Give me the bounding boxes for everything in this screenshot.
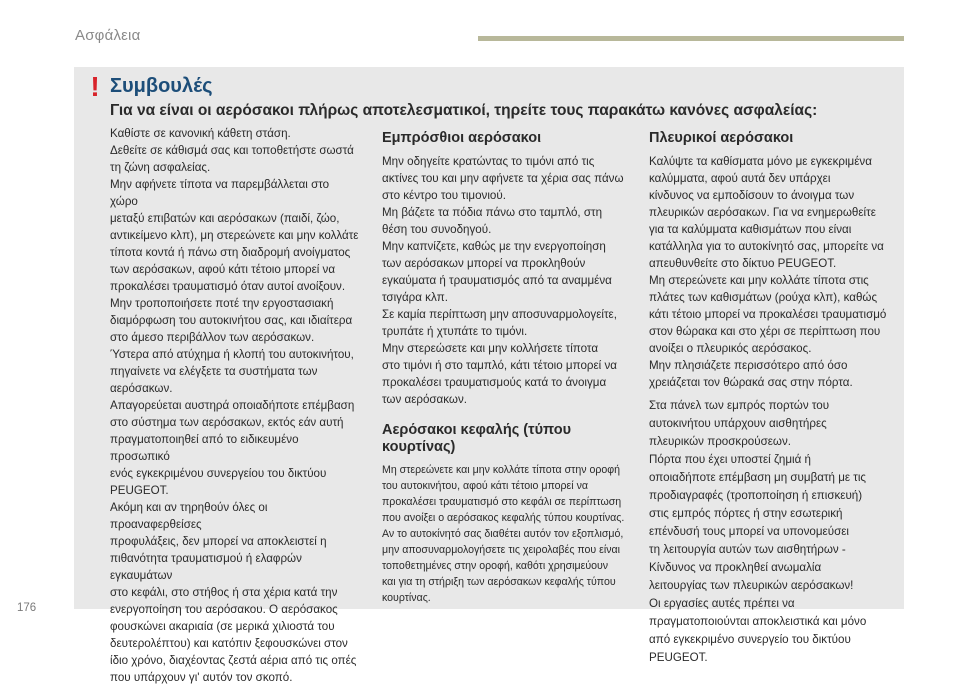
text-line: φουσκώνει ακαριαία (σε μερικά χιλιοστά του: [110, 620, 335, 633]
curtain-airbags-text: [382, 462, 632, 606]
text-line: τσιγάρα κλπ.: [382, 291, 448, 304]
text-line: ακτίνες του και μην αφήνετε τα χέρια σας πάνω: [382, 172, 624, 185]
text-line: τη ζώνη ασφαλείας.: [110, 161, 211, 174]
text-line: αυτοκινήτου υπάρχουν αισθητήρες: [649, 417, 827, 430]
text-line: αντικείμενο κλπ), μη στερεώνετε και μην κολλάτε: [110, 229, 359, 242]
text-line: πλευρικών προσκρούσεων.: [649, 435, 791, 448]
text-line: Ύστερα από ατύχημα ή κλοπή του αυτοκινήτου,: [110, 348, 354, 361]
front-airbags-column: [382, 130, 632, 606]
text-line: κατάλληλα για το αυτοκίνητό σας, μπορείτε να: [649, 240, 884, 253]
text-line: που υπάρχουν γι' αυτόν τον σκοπό.: [110, 671, 293, 684]
text-line: λειτουργίας των πλευρικών αερόσακων!: [649, 579, 854, 592]
text-line: κουρτίνας.: [382, 592, 431, 604]
text-line: στο κεφάλι, στο στήθος ή στα χέρια κατά την: [110, 586, 338, 599]
text-line: τίποτα κοντά ή πάνω στη διαδρομή ανοίγματος: [110, 246, 351, 259]
text-line: και για τη στήριξη των αερόσακων κεφαλής τύπου: [382, 576, 616, 588]
text-line: διαμόρφωση του αυτοκινήτου σας, και ιδιαίτερα: [110, 314, 353, 327]
text-line: Αν το αυτοκίνητό σας διαθέτει αυτόν τον εξοπλισμό,: [382, 528, 624, 540]
text-line: Καθίστε σε κανονική κάθετη στάση.: [110, 127, 291, 140]
panel-title: Συμβουλές: [110, 75, 213, 97]
side-airbags-column: [649, 130, 889, 667]
text-line: τη λειτουργία αυτών των αισθητήρων -: [649, 543, 846, 556]
text-line: κίνδυνος να εμποδίσουν το άνοιγμα των: [649, 189, 855, 202]
curtain-airbags-heading: [382, 422, 632, 456]
text-line: στο κέντρο του τιμονιού.: [382, 189, 506, 202]
text-line: απευθυνθείτε στο δίκτυο PEUGEOT.: [649, 257, 837, 270]
general-advice-column: [110, 125, 360, 686]
text-line: των αερόσακων μπορεί να προκληθούν: [382, 257, 586, 270]
page-number: 176: [17, 602, 37, 614]
general-advice-text: [110, 125, 360, 686]
text-line: Μη στερεώνετε και μην κολλάτε τίποτα στην οροφή: [382, 464, 621, 476]
text-line: μην αποσυναρμολογήσετε τις χειρολαβές που είναι: [382, 544, 621, 556]
text-line: Κίνδυνος να προκληθεί ανωμαλία: [649, 561, 822, 574]
text-line: προκαλέσει τραυματισμό όταν αυτοί ανοίξουν.: [110, 280, 346, 293]
text-line: επένδυσή τους μπορεί να υπονομεύσει: [649, 525, 849, 538]
panel-subtitle: Για να είναι οι αερόσακοι πλήρως αποτελεσματικοί, τηρείτε τους παρακάτω κανόνες ασφαλείας:: [110, 102, 818, 119]
text-line: PEUGEOT.: [110, 484, 169, 497]
text-line: από εγκεκριμένο συνεργείο του δικτύου: [649, 633, 851, 646]
text-line: του αυτοκινήτου, αφού κάτι τέτοιο μπορεί να: [382, 480, 588, 492]
text-line: Μην πλησιάζετε περισσότερο από όσο: [649, 359, 848, 372]
text-line: στις εμπρός πόρτες ή στην εσωτερική: [649, 507, 843, 520]
text-line: ενός εγκεκριμένου συνεργείου του δικτύου: [110, 467, 327, 480]
text-line: χρειάζεται τον θώρακά σας στην πόρτα.: [649, 376, 853, 389]
side-airbags-text: [649, 153, 889, 391]
text-line: εγκαύματα ή τραυματισμός από τα αναμμένα: [382, 274, 612, 287]
text-line: ανοίξει ο πλευρικός αερόσακος.: [649, 342, 812, 355]
text-line: Μην οδηγείτε κρατώντας το τιμόνι από τις: [382, 155, 595, 168]
text-line: οποιαδήποτε επέμβαση μη συμβατή με τις: [649, 471, 867, 484]
text-line: Καλύψτε τα καθίσματα μόνο με εγκεκριμένα: [649, 155, 872, 168]
text-line: Ακόμη και αν τηρηθούν όλες οι προαναφερθείσες: [110, 501, 268, 531]
text-line: των αερόσακων, αφού κάτι τέτοιο μπορεί να: [110, 263, 336, 276]
text-line: πηγαίνετε να ελέγξετε τα συστήματα των: [110, 365, 318, 378]
text-line: Απαγορεύεται αυστηρά οποιαδήποτε επέμβαση: [110, 399, 355, 412]
text-line: τρυπάτε ή χτυπάτε το τιμόνι.: [382, 325, 528, 338]
section-title: Ασφάλεια: [75, 27, 141, 44]
front-airbags-heading: Εμπρόσθιοι αερόσακοι: [382, 130, 542, 146]
text-line: στο άμεσο περιβάλλον των αερόσακων.: [110, 331, 315, 344]
text-line: στο τιμόνι ή στο ταμπλό, κάτι τέτοιο μπορεί να: [382, 359, 617, 372]
text-line: Δεθείτε σε κάθισμά σας και τοποθετήστε σωστά: [110, 144, 354, 157]
text-line: τοποθετημένες στην οροφή, καθότι χρησιμεύουν: [382, 560, 609, 572]
text-line: ενεργοποίηση του αερόσακου. Ο αερόσακος: [110, 603, 338, 616]
text-line: καλύμματα, αφού αυτά δεν υπάρχει: [649, 172, 831, 185]
header-rule: [478, 36, 904, 41]
text-line: προφυλάξεις, δεν μπορεί να αποκλειστεί η: [110, 535, 327, 548]
text-line: των αερόσακων.: [382, 393, 467, 406]
side-airbags-heading: Πλευρικοί αερόσακοι: [649, 130, 794, 146]
text-line: για τα καλύμματα καθισμάτων που είναι: [649, 223, 852, 236]
text-line: Μη βάζετε τα πόδια πάνω στο ταμπλό, στη: [382, 206, 603, 219]
text-line: Μην αφήνετε τίποτα να παρεμβάλλεται στο χώρο: [110, 178, 330, 208]
warning-icon: !: [90, 71, 100, 102]
text-line: PEUGEOT.: [649, 651, 708, 664]
text-line: προκαλέσει τραυματισμούς κατά το άνοιγμα: [382, 376, 607, 389]
text-line: Μην στερεώσετε και μην κολλήσετε τίποτα: [382, 342, 599, 355]
text-line: ίδιο χρόνο, διαχέοντας ζεστά αέρια από τις οπές: [110, 654, 357, 667]
text-line: πλάτες των καθισμάτων (ρούχα κλπ), καθώς: [649, 291, 878, 304]
curtain-airbags-section: [382, 422, 632, 606]
text-line: που ανοίξει ο αερόσακος κεφαλής τύπου κουρτίνας.: [382, 512, 625, 524]
text-line: Σε καμία περίπτωση μην αποσυναρμολογείτε,: [382, 308, 617, 321]
text-line: μεταξύ επιβατών και αερόσακων (παιδί, ζώο,: [110, 212, 340, 225]
text-line: Οι εργασίες αυτές πρέπει να: [649, 597, 795, 610]
text-line: θέση του συνοδηγού.: [382, 223, 492, 236]
text-line: Μην τροποποιήσετε ποτέ την εργοστασιακή: [110, 297, 334, 310]
text-line: πραγματοποιούνται αποκλειστικά και μόνο: [649, 615, 867, 628]
front-airbags-text: [382, 153, 632, 408]
text-line: στο σύστημα των αερόσακων, εκτός εάν αυτή: [110, 416, 344, 429]
side-sensors-text: [649, 397, 889, 667]
text-line: πλευρικών αερόσακων. Για να ενημερωθείτε: [649, 206, 876, 219]
text-line: Μη στερεώνετε και μην κολλάτε τίποτα στις: [649, 274, 869, 287]
text-line: πιθανότητα τραυματισμού ή ελαφρών εγκαυμάτων: [110, 552, 302, 582]
text-line: Μην καπνίζετε, καθώς με την ενεργοποίηση: [382, 240, 606, 253]
text-line: προδιαγραφές (τροποποίηση ή επισκευή): [649, 489, 863, 502]
curtain-heading-line-2: κουρτίνας): [382, 439, 456, 455]
text-line: Στα πάνελ των εμπρός πορτών του: [649, 399, 830, 412]
text-line: αερόσακων.: [110, 382, 173, 395]
text-line: κάτι τέτοιο μπορεί να προκαλέσει τραυματισμό: [649, 308, 887, 321]
curtain-heading-line-1: Αερόσακοι κεφαλής (τύπου: [382, 422, 572, 438]
text-line: προκαλέσει τραυματισμό στο κεφάλι σε περίπτωση: [382, 496, 622, 508]
text-line: Πόρτα που έχει υποστεί ζημιά ή: [649, 453, 811, 466]
text-line: δευτερολέπτου) και κατόπιν ξεφουσκώνει στον: [110, 637, 348, 650]
text-line: στον θώρακα και στο χέρι σε περίπτωση που: [649, 325, 881, 338]
text-line: πραγματοποιηθεί από το ειδικευμένο προσωπικό: [110, 433, 299, 463]
